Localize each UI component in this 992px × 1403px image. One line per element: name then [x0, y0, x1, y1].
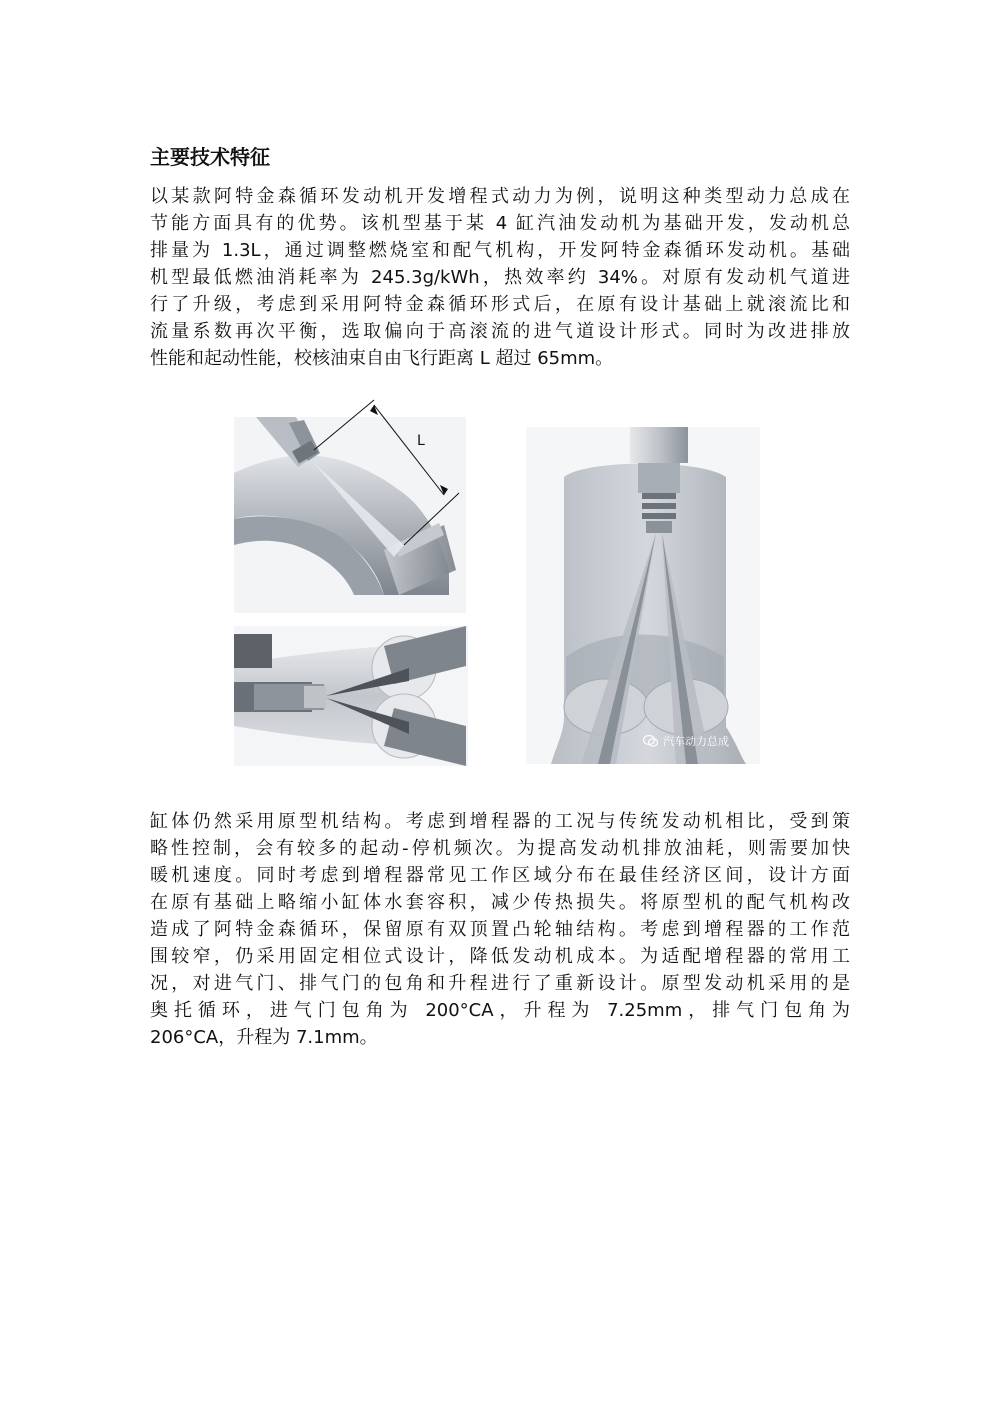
paragraph-intro	[150, 183, 850, 372]
paragraph-line: 况，对进气门、排气门的包角和升程进行了重新设计。原型发动机采用的是	[150, 973, 850, 994]
paragraph-line: 机型最低燃油消耗率为 245.3g/kWh，热效率约 34%。对原有发动机气道进	[150, 267, 850, 288]
watermark-text: 汽车动力总成	[663, 735, 729, 748]
paragraph-line: 围较窄，仍采用固定相位式设计，降低发动机成本。为适配增程器的常用工	[150, 946, 850, 967]
paragraph-line: 造成了阿特金森循环，保留原有双顶置凸轮轴结构。考虑到增程器的工作范	[150, 919, 850, 940]
intake-port-top-view-figure	[234, 626, 468, 766]
cylinder-head-front-view-figure	[526, 427, 760, 764]
wechat-icon	[643, 735, 658, 747]
paragraph-line: 排量为 1.3L，通过调整燃烧室和配气机构，开发阿特金森循环发动机。基础	[150, 240, 850, 261]
paragraph-line: 略性控制，会有较多的起动-停机频次。为提高发动机排放油耗，则需要加快	[150, 838, 850, 859]
dimension-label: L	[417, 433, 425, 449]
paragraph-line: 以某款阿特金森循环发动机开发增程式动力为例，说明这种类型动力总成在	[150, 186, 850, 207]
source-watermark	[643, 733, 729, 749]
intake-port-side-view-figure	[234, 395, 466, 613]
paragraph-line: 性能和起动性能，校核油束自由飞行距离 L 超过 65mm。	[150, 348, 614, 369]
paragraph-line: 节能方面具有的优势。该机型基于某 4 缸汽油发动机为基础开发，发动机总	[150, 213, 850, 234]
paragraph-line: 206°CA，升程为 7.1mm。	[150, 1027, 378, 1048]
paragraph-line: 奥托循环，进气门包角为 200°CA，升程为 7.25mm，排气门包角为	[150, 1000, 850, 1021]
paragraph-line: 缸体仍然采用原型机结构。考虑到增程器的工况与传统发动机相比，受到策	[150, 811, 850, 832]
paragraph-line: 暖机速度。同时考虑到增程器常见工作区域分布在最佳经济区间，设计方面	[150, 865, 850, 886]
paragraph-line: 在原有基础上略缩小缸体水套容积，减少传热损失。将原型机的配气机构改	[150, 892, 850, 913]
paragraph-cylinder-block	[150, 808, 850, 1051]
paragraph-line: 流量系数再次平衡，选取偏向于高滚流的进气道设计形式。同时为改进排放	[150, 321, 850, 342]
section-heading: 主要技术特征	[150, 145, 270, 169]
paragraph-line: 行了升级，考虑到采用阿特金森循环形式后，在原有设计基础上就滚流比和	[150, 294, 850, 315]
